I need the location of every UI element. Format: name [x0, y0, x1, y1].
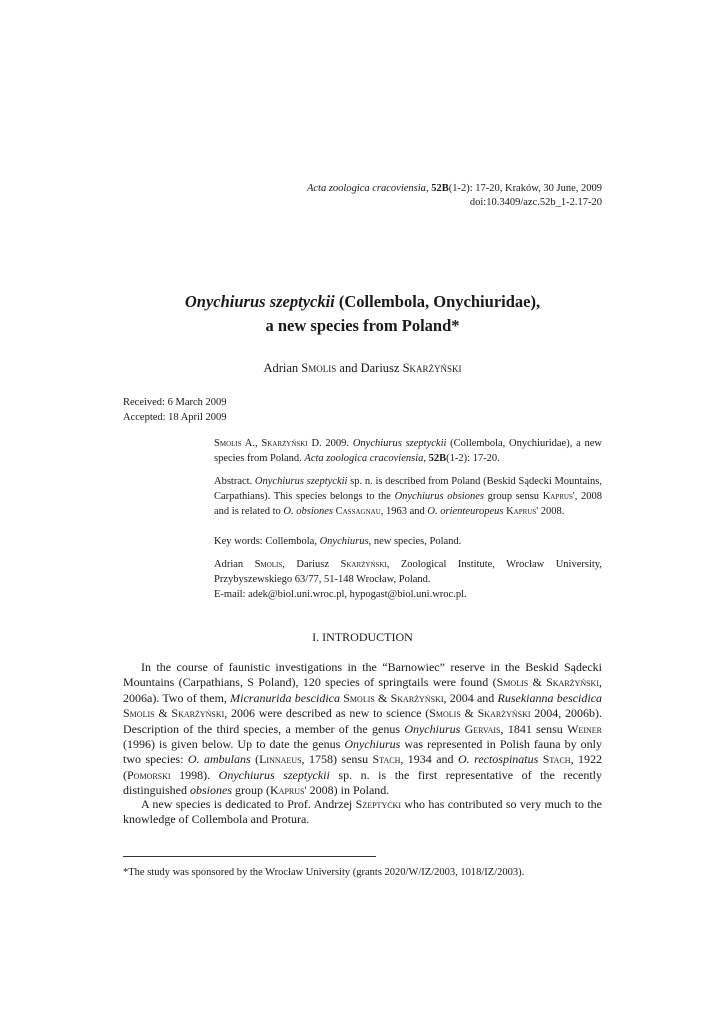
email-line[interactable]: E-mail: adek@biol.uni.wroc.pl, hypogast@biol.uni.wroc.pl. [214, 589, 467, 600]
p1-species: Onychiurus szeptyckii [218, 767, 330, 782]
journal-citation-line: Acta zoologica cracoviensia, 52B(1-2): 17-20, Kraków, 30 June, 2009 [306, 183, 602, 194]
p2-text: who has contributed so very much to the knowledge of Collembola and Protura. [123, 797, 602, 827]
p1-text: (1996) is given below. Up to date the genus [123, 737, 345, 752]
abstract-species-2: O. orienteuropeus [427, 506, 504, 517]
p1-cite: Smolis & Skarżyński [343, 690, 444, 705]
citation-journal: Acta zoologica cracoviensia [304, 453, 424, 464]
abstract-group: Onychiurus obsiones [394, 491, 484, 502]
citation-taxon: Onychiurus szeptyckii [352, 438, 447, 449]
abstract-text-3: and is related to [214, 506, 284, 517]
citation-sep: , [423, 453, 429, 464]
author-1-last: Smolis [301, 361, 337, 375]
p1-text: sp. n. is the first representative of the recently distinguished [123, 767, 603, 798]
keywords-label: Key words: Collembola, [214, 536, 320, 547]
abstract-label: Abstract. [214, 476, 255, 487]
title-line-1 [100, 290, 625, 314]
p1-text: 2008) in Poland. [306, 783, 390, 798]
p1-cite: Smolis & Skarżyński [496, 675, 600, 690]
intro-paragraph-1 [123, 660, 602, 799]
citation-year: 2009. [321, 438, 353, 449]
address-author-1-last: Smolis [254, 559, 283, 570]
p1-cite: Smolis & Skarżyński [123, 706, 225, 721]
p1-cite: Stach [372, 752, 401, 767]
p1-group: obsiones [190, 783, 233, 798]
paper-title [100, 290, 625, 338]
address-text [214, 557, 602, 587]
keywords-rest: , new species, Poland. [368, 536, 462, 547]
p1-text: ( [250, 752, 260, 767]
p1-text: , 2004 and [443, 690, 498, 705]
section-heading: I. INTRODUCTION [312, 630, 413, 644]
author-2-first: Dariusz [360, 361, 400, 375]
author-address [214, 557, 602, 602]
p1-cite: Kaprus' [270, 783, 307, 798]
p1-species: O. rectospinatus [457, 752, 539, 767]
title-rest: (Collembola, Onychiuridae), [338, 292, 541, 311]
address-author-1-first: Adrian [214, 559, 255, 570]
p2-text: A new species is dedicated to Prof. Andrzej [141, 797, 356, 811]
abstract-text-7: 2008. [538, 506, 565, 517]
p1-text: 2004, 2006b). Description of the third species, a member of the genus [123, 706, 603, 736]
dates [123, 395, 227, 425]
abstract-text-2: group sensu [483, 491, 543, 502]
keywords [214, 534, 602, 549]
citation-pages: (1-2): 17-20. [446, 453, 500, 464]
abstract-taxon: Onychiurus szeptyckii [254, 476, 348, 487]
author-1-first: Adrian [263, 361, 299, 375]
title-taxon: Onychiurus szeptyckii [184, 292, 335, 311]
p1-cite: Gervais [464, 721, 501, 736]
journal-header [200, 182, 602, 210]
authors-and: and [339, 361, 358, 375]
citation [214, 436, 602, 466]
doi[interactable]: doi:10.3409/azc.52b_1-2.17-20 [469, 197, 602, 208]
p1-species: Rusekianna bescidica [497, 690, 603, 705]
footnote: *The study was sponsored by the Wrocław University (grants 2020/W/IZ/2003, 1018/IZ/2003). [123, 867, 525, 878]
intro-paragraph-2 [123, 797, 602, 828]
p1-text: group ( [232, 783, 271, 798]
p1-species: O. ambulans [187, 752, 251, 767]
abstract-text-5: , 1963 and [380, 506, 428, 517]
author-2-last: Skarżyński [402, 361, 462, 375]
p1-genus: Onychiurus [344, 737, 401, 752]
address-rest: , Zoological Institute, Wrocław University, Przybyszewskiego 63/77, 51-148 Wrocław, Poland. [214, 559, 602, 585]
abstract-kaprus-2: Kaprus' [506, 506, 539, 517]
p1-text: , 1934 and [400, 752, 458, 767]
p2-name: Szeptycki [355, 797, 401, 811]
p1-text: , 1922 ( [123, 752, 602, 782]
p1-text: 1998). [170, 767, 219, 782]
address-author-2-last: Skarżyński [340, 559, 387, 570]
p1-cite: Smolis & Skarżyński [429, 706, 531, 721]
abstract-kaprus-1: Kaprus', 2008 [542, 491, 603, 502]
received-date: Received: 6 March 2009 [123, 397, 227, 408]
abstract-species-1: O. obsiones [283, 506, 333, 517]
p1-genus: Onychiurus [404, 721, 461, 736]
citation-text: (Collembola, Onychiuridae), a new species from Poland. [214, 438, 602, 464]
p1-species: Micranurida bescidica [230, 690, 341, 705]
p1-cite: Linnaeus [259, 752, 302, 767]
p1-text: , 1758) sensu [301, 752, 373, 767]
citation-authors: Smolis A., Skarżyński D. [214, 438, 322, 449]
accepted-date: Accepted: 18 April 2009 [123, 412, 227, 423]
journal-volume: 52B [431, 183, 449, 194]
journal-issue: (1-2): 17-20, Kraków, 30 June, 2009 [448, 183, 602, 194]
journal-name: Acta zoologica cracoviensia [306, 183, 426, 194]
p1-cite: Weiner [567, 721, 602, 736]
p1-text: , 1841 sensu [500, 721, 568, 736]
abstract [214, 474, 602, 519]
abstract-text-1: sp. n. is described from Poland (Beskid Sądecki Mountains, Carpathians). This species belongs to the [214, 476, 603, 502]
p1-text: , 2006a). Two of them, [123, 675, 603, 705]
p1-cite: Stach [542, 752, 571, 767]
footnote-rule [123, 856, 376, 857]
authors [100, 361, 625, 376]
title-line-2: a new species from Poland* [265, 316, 460, 335]
address-sep: , Dariusz [282, 559, 341, 570]
p1-cite: Pomorski [127, 767, 171, 782]
citation-volume: 52B [428, 453, 447, 464]
p1-text: , 2006 were described as new to science ( [224, 706, 430, 721]
keywords-genus: Onychiurus [319, 536, 369, 547]
p1-text: was represented in Polish fauna by only two species: [123, 737, 602, 767]
abstract-cassagnau: Cassagnau [335, 506, 381, 517]
p1-text: In the course of faunistic investigations in the “Barnowiec” reserve in the Beskid Sądecki Mountains (Carpathians, S Poland), 120 species of springtails were found ( [123, 660, 602, 690]
